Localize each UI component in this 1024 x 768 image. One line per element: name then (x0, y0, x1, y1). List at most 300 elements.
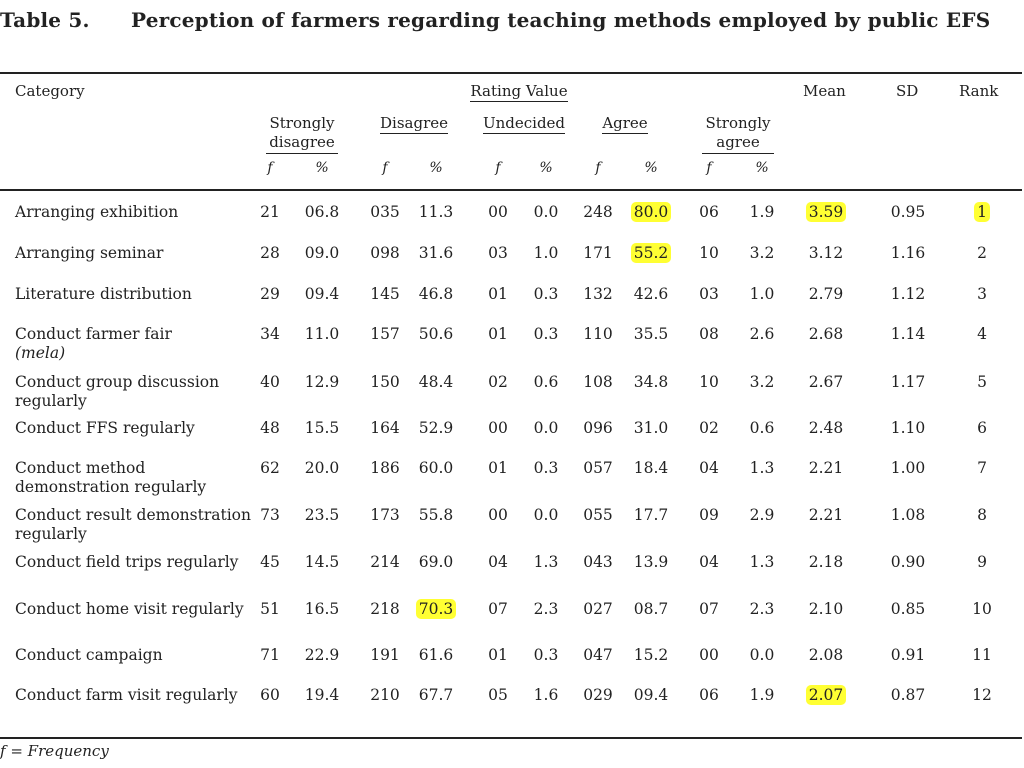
cell-value: 60.0 (418, 459, 454, 477)
table-cell (573, 325, 623, 344)
row-category-label: Conduct field trips regularly (15, 553, 239, 571)
table-cell (297, 203, 347, 222)
table-cell (411, 325, 461, 344)
cell-value: 13.9 (633, 553, 669, 571)
table-cell (411, 244, 461, 263)
table-cell (245, 459, 295, 478)
cell-value: 1.00 (890, 459, 926, 477)
subheader-pct: % (539, 160, 553, 176)
cell-value: 1.6 (533, 686, 559, 704)
table-cell (684, 459, 734, 478)
cell-value: 00 (488, 419, 508, 437)
cell-value: 80.0 (631, 202, 672, 222)
header-group-disagree (372, 114, 456, 133)
table-cell (957, 506, 1007, 525)
table-cell (737, 553, 787, 572)
row-category (15, 244, 255, 263)
cell-value: 3.59 (806, 202, 847, 222)
table-cell (883, 244, 933, 263)
header-group-strongly-agree (697, 114, 779, 154)
header-mean: Mean (803, 82, 846, 100)
table-cell (521, 373, 571, 392)
row-category-label: Arranging exhibition (15, 203, 179, 221)
table-cell (297, 459, 347, 478)
table-cell (521, 646, 571, 665)
table-cell (521, 459, 571, 478)
cell-value: 108 (583, 373, 613, 391)
table-cell (957, 285, 1007, 304)
cell-value: 0.95 (890, 203, 926, 221)
cell-value: 12 (972, 686, 992, 704)
table-cell (573, 203, 623, 222)
header-sd: SD (896, 82, 919, 100)
row-category-label: Conduct farm visit regularly (15, 686, 238, 704)
cell-value: 09.4 (633, 686, 669, 704)
table-cell (411, 553, 461, 572)
cell-value: 61.6 (418, 646, 454, 664)
cell-value: 00 (488, 506, 508, 524)
cell-value: 0.0 (749, 646, 775, 664)
cell-value: 0.0 (533, 419, 559, 437)
cell-value: 71 (260, 646, 280, 664)
cell-value: 51 (260, 600, 280, 618)
table-cell (473, 373, 523, 392)
table-cell (626, 285, 676, 304)
cell-value: 09 (699, 506, 719, 524)
cell-value: 1.17 (890, 373, 926, 391)
table-cell (737, 244, 787, 263)
table-cell (684, 553, 734, 572)
cell-value: 0.90 (890, 553, 926, 571)
row-category (15, 600, 255, 619)
header-group-agree (588, 114, 662, 133)
cell-value: 2.08 (808, 646, 844, 664)
table-cell (684, 646, 734, 665)
subheader-pct: % (429, 160, 443, 176)
cell-value: 2.6 (749, 325, 775, 343)
row-category-label: Conduct farmer fair (15, 325, 172, 343)
cell-value: 0.6 (533, 373, 559, 391)
cell-value: 1.9 (749, 203, 775, 221)
cell-value: 0.85 (890, 600, 926, 618)
table-cell (411, 686, 461, 705)
table-cell (473, 325, 523, 344)
table-cell (411, 285, 461, 304)
table-cell (360, 459, 410, 478)
cell-value: 029 (583, 686, 613, 704)
table-cell (473, 285, 523, 304)
table-cell (883, 203, 933, 222)
cell-value: 07 (488, 600, 508, 618)
table-cell (245, 646, 295, 665)
cell-value: 48 (260, 419, 280, 437)
cell-value: 1.9 (749, 686, 775, 704)
cell-value: 0.0 (533, 506, 559, 524)
subheader-pct: % (644, 160, 658, 176)
table-cell (626, 373, 676, 392)
row-category (15, 373, 255, 411)
cell-value: 15.5 (304, 419, 340, 437)
cell-value: 171 (583, 244, 613, 262)
cell-value: 0.0 (533, 203, 559, 221)
cell-value: 0.6 (749, 419, 775, 437)
table-cell (957, 244, 1007, 263)
table-cell (883, 419, 933, 438)
cell-value: 06.8 (304, 203, 340, 221)
row-category-label: Conduct method demonstration regularly (15, 459, 207, 496)
table-cell (573, 419, 623, 438)
cell-value: 5 (977, 373, 987, 391)
cell-value: 73 (260, 506, 280, 524)
cell-value: 22.9 (304, 646, 340, 664)
table-cell (684, 686, 734, 705)
table-cell (573, 686, 623, 705)
cell-value: 18.4 (633, 459, 669, 477)
cell-value: 16.5 (304, 600, 340, 618)
table-cell (737, 373, 787, 392)
table-cell (801, 419, 851, 438)
cell-value: 28 (260, 244, 280, 262)
table-cell (573, 285, 623, 304)
table-cell (957, 459, 1007, 478)
cell-value: 027 (583, 600, 613, 618)
table-cell (411, 506, 461, 525)
cell-value: 03 (699, 285, 719, 303)
cell-value: 06 (699, 203, 719, 221)
cell-value: 14.5 (304, 553, 340, 571)
table-cell (297, 373, 347, 392)
header-rating-value-label: Rating Value (470, 82, 568, 100)
cell-value: 70.3 (416, 599, 457, 619)
row-category (15, 203, 255, 222)
table-cell (883, 285, 933, 304)
table-cell (245, 203, 295, 222)
cell-value: 50.6 (418, 325, 454, 343)
cell-value: 45 (260, 553, 280, 571)
table-cell (360, 646, 410, 665)
cell-value: 096 (583, 419, 613, 437)
cell-value: 2.3 (533, 600, 559, 618)
table-cell (360, 419, 410, 438)
cell-value: 01 (488, 325, 508, 343)
cell-value: 2.68 (808, 325, 844, 343)
cell-value: 1.10 (890, 419, 926, 437)
header-group-label: Disagree (380, 114, 448, 132)
row-category (15, 506, 255, 544)
cell-value: 191 (370, 646, 400, 664)
table-cell (883, 553, 933, 572)
table-cell (245, 506, 295, 525)
table-cell (297, 506, 347, 525)
table-title: Perception of farmers regarding teaching methods employed by public EFS (131, 8, 991, 32)
table-cell (360, 373, 410, 392)
cell-value: 00 (699, 646, 719, 664)
table-cell (573, 506, 623, 525)
cell-value: 19.4 (304, 686, 340, 704)
table-cell (684, 203, 734, 222)
cell-value: 7 (977, 459, 987, 477)
cell-value: 1.12 (890, 285, 926, 303)
cell-value: 2.18 (808, 553, 844, 571)
header-rank: Rank (959, 82, 999, 100)
table-cell (245, 325, 295, 344)
table-cell (521, 325, 571, 344)
cell-value: 2.3 (749, 600, 775, 618)
table-cell (957, 686, 1007, 705)
cell-value: 15.2 (633, 646, 669, 664)
table-cell (801, 244, 851, 263)
header-group-label: Strongly disagree (266, 114, 338, 154)
row-category-label: Conduct FFS regularly (15, 419, 195, 437)
table-cell (360, 203, 410, 222)
table-cell (626, 686, 676, 705)
table-cell (360, 325, 410, 344)
table-cell (411, 646, 461, 665)
header-group-strongly-disagree (262, 114, 342, 154)
table-cell (737, 419, 787, 438)
cell-value: 00 (488, 203, 508, 221)
table-cell (626, 203, 676, 222)
cell-value: 0.3 (533, 459, 559, 477)
table-cell (737, 646, 787, 665)
table-cell (883, 686, 933, 705)
table-cell (801, 646, 851, 665)
cell-value: 29 (260, 285, 280, 303)
cell-value: 0.91 (890, 646, 926, 664)
header-rule (0, 189, 1022, 191)
cell-value: 03 (488, 244, 508, 262)
table-cell (957, 419, 1007, 438)
row-category (15, 419, 255, 438)
table-cell (473, 646, 523, 665)
cell-value: 05 (488, 686, 508, 704)
cell-value: 057 (583, 459, 613, 477)
table-cell (473, 553, 523, 572)
table-cell (360, 506, 410, 525)
row-category (15, 459, 255, 497)
cell-value: 04 (699, 553, 719, 571)
subheader-f: f (382, 160, 388, 176)
table-cell (626, 646, 676, 665)
table-cell (521, 686, 571, 705)
table-cell (573, 244, 623, 263)
table-cell (573, 459, 623, 478)
table-cell (801, 325, 851, 344)
cell-value: 035 (370, 203, 400, 221)
row-category (15, 646, 255, 665)
table-cell (360, 600, 410, 619)
cell-value: 02 (488, 373, 508, 391)
cell-value: 21 (260, 203, 280, 221)
header-category: Category (15, 82, 85, 100)
table-cell (473, 203, 523, 222)
subheader-pct: % (755, 160, 769, 176)
cell-value: 3.12 (808, 244, 844, 262)
cell-value: 31.0 (633, 419, 669, 437)
header-group-label: Strongly agree (702, 114, 774, 154)
cell-value: 10 (972, 600, 992, 618)
table-cell (573, 600, 623, 619)
table-cell (473, 686, 523, 705)
table-cell (883, 373, 933, 392)
cell-value: 40 (260, 373, 280, 391)
cell-value: 9 (977, 553, 987, 571)
cell-value: 1.0 (749, 285, 775, 303)
table-cell (473, 600, 523, 619)
row-category-label: Conduct campaign (15, 646, 163, 664)
cell-value: 42.6 (633, 285, 669, 303)
cell-value: 0.87 (890, 686, 926, 704)
footnote: f = Frequency (0, 742, 109, 760)
table-cell (737, 459, 787, 478)
table-cell (521, 203, 571, 222)
cell-value: 17.7 (633, 506, 669, 524)
cell-value: 248 (583, 203, 613, 221)
cell-value: 132 (583, 285, 613, 303)
table-cell (411, 419, 461, 438)
cell-value: 08 (699, 325, 719, 343)
table-cell (473, 244, 523, 263)
header-group-undecided (474, 114, 574, 133)
table-cell (360, 553, 410, 572)
cell-value: 218 (370, 600, 400, 618)
cell-value: 10 (699, 373, 719, 391)
table-cell (411, 373, 461, 392)
table-cell (737, 600, 787, 619)
table-cell (245, 553, 295, 572)
table-cell (521, 600, 571, 619)
cell-value: 6 (977, 419, 987, 437)
cell-value: 2.48 (808, 419, 844, 437)
table-cell (411, 203, 461, 222)
table-cell (297, 686, 347, 705)
table-cell (684, 244, 734, 263)
cell-value: 20.0 (304, 459, 340, 477)
table-cell (245, 419, 295, 438)
table-cell (801, 553, 851, 572)
cell-value: 04 (699, 459, 719, 477)
row-category-label: Conduct group discussion regularly (15, 373, 220, 410)
table-cell (245, 285, 295, 304)
table-cell (801, 285, 851, 304)
cell-value: 2.9 (749, 506, 775, 524)
table-cell (521, 244, 571, 263)
cell-value: 07 (699, 600, 719, 618)
cell-value: 09.4 (304, 285, 340, 303)
table-cell (684, 373, 734, 392)
cell-value: 2.67 (808, 373, 844, 391)
cell-value: 52.9 (418, 419, 454, 437)
table-label: Table 5. (0, 8, 90, 32)
table-cell (957, 325, 1007, 344)
table-cell (626, 419, 676, 438)
top-rule (0, 72, 1022, 74)
cell-value: 043 (583, 553, 613, 571)
cell-value: 3.2 (749, 373, 775, 391)
table-cell (684, 506, 734, 525)
table-cell (245, 373, 295, 392)
header-group-label: Undecided (482, 114, 566, 132)
table-cell (626, 459, 676, 478)
cell-value: 02 (699, 419, 719, 437)
table-cell (737, 686, 787, 705)
table-cell (297, 553, 347, 572)
table-cell (801, 203, 851, 222)
table-cell (957, 203, 1007, 222)
table-cell (801, 459, 851, 478)
table-cell (297, 419, 347, 438)
table-cell (737, 285, 787, 304)
table-cell (360, 244, 410, 263)
table-cell (297, 325, 347, 344)
table-cell (883, 325, 933, 344)
cell-value: 0.3 (533, 646, 559, 664)
table-cell (297, 285, 347, 304)
cell-value: 2.21 (808, 459, 844, 477)
cell-value: 3.2 (749, 244, 775, 262)
table-cell (521, 553, 571, 572)
cell-value: 69.0 (418, 553, 454, 571)
row-category-note: (mela) (15, 344, 66, 362)
table-cell (521, 506, 571, 525)
subheader-f: f (267, 160, 273, 176)
table-cell (297, 244, 347, 263)
table-cell (684, 600, 734, 619)
table-cell (626, 553, 676, 572)
cell-value: 150 (370, 373, 400, 391)
cell-value: 01 (488, 459, 508, 477)
row-category (15, 325, 255, 363)
table-cell (245, 600, 295, 619)
cell-value: 2.07 (806, 685, 847, 705)
cell-value: 1.16 (890, 244, 926, 262)
table-cell (626, 325, 676, 344)
cell-value: 1.3 (749, 459, 775, 477)
table-cell (684, 325, 734, 344)
cell-value: 047 (583, 646, 613, 664)
row-category (15, 686, 255, 705)
cell-value: 62 (260, 459, 280, 477)
table-cell (957, 373, 1007, 392)
cell-value: 11 (972, 646, 992, 664)
table-cell (801, 686, 851, 705)
row-category-label: Arranging seminar (15, 244, 164, 262)
cell-value: 164 (370, 419, 400, 437)
cell-value: 210 (370, 686, 400, 704)
cell-value: 2.10 (808, 600, 844, 618)
header-rating-value (462, 82, 576, 101)
table-cell (737, 506, 787, 525)
cell-value: 214 (370, 553, 400, 571)
table-cell (957, 646, 1007, 665)
subheader-pct: % (315, 160, 329, 176)
cell-value: 35.5 (633, 325, 669, 343)
table-cell (473, 419, 523, 438)
row-category-label: Literature distribution (15, 285, 192, 303)
row-category (15, 553, 255, 572)
cell-value: 09.0 (304, 244, 340, 262)
cell-value: 67.7 (418, 686, 454, 704)
table-cell (737, 203, 787, 222)
cell-value: 11.0 (304, 325, 340, 343)
table-cell (573, 373, 623, 392)
row-category-label: Conduct home visit regularly (15, 600, 244, 618)
row-category-label: Conduct result demonstration regularly (15, 506, 251, 543)
cell-value: 055 (583, 506, 613, 524)
cell-value: 31.6 (418, 244, 454, 262)
cell-value: 48.4 (418, 373, 454, 391)
table-cell (684, 285, 734, 304)
